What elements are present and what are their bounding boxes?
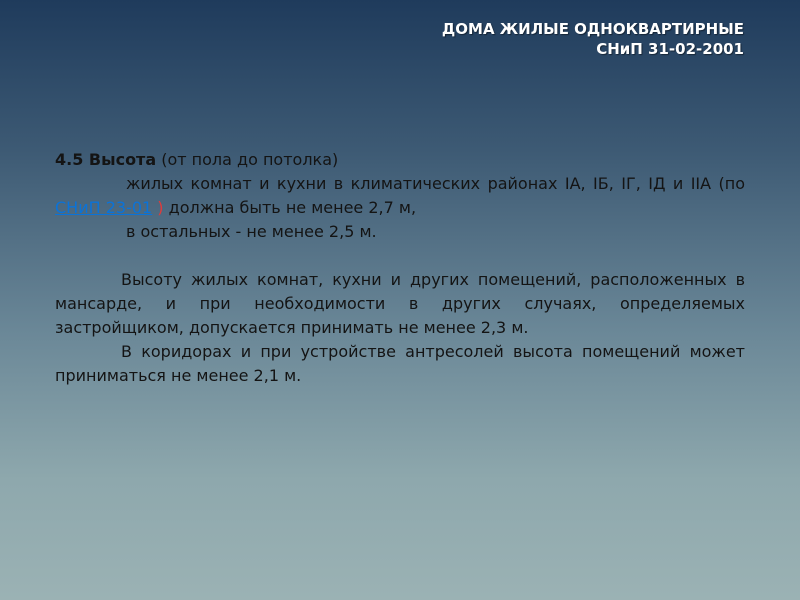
paragraph-main-rooms <box>55 172 745 220</box>
header-subtitle: СНиП 31-02-2001 <box>596 40 744 58</box>
spacer <box>55 244 745 268</box>
header-title: ДОМА ЖИЛЫЕ ОДНОКВАРТИРНЫЕ <box>441 20 744 38</box>
reference-paren: ) <box>152 198 164 217</box>
section-heading <box>55 148 745 172</box>
paragraph-attic: Высоту жилых комнат, кухни и других помещений, расположенных в мансарде, и при необходимости в других случаях, определяемых застройщиком, допускается принимать не менее 2,3 м. <box>55 270 745 337</box>
paragraph-text: жилых комнат и кухни в климатических районах IА, IБ, IГ, IД и IIА (по <box>126 174 745 193</box>
snip-reference-link[interactable]: СНиП 23-01 <box>55 198 153 217</box>
paragraph-other-regions: в остальных - не менее 2,5 м. <box>126 222 377 241</box>
slide-body <box>55 148 745 388</box>
paragraph-text-end: должна быть не менее 2,7 м, <box>163 198 417 217</box>
section-title: 4.5 Высота <box>55 150 157 169</box>
paragraph-corridors: В коридорах и при устройстве антресолей высота помещений может приниматься не менее 2,1 м. <box>55 342 745 385</box>
slide-header <box>442 19 744 59</box>
section-subtitle: (от пола до потолка) <box>156 150 339 169</box>
